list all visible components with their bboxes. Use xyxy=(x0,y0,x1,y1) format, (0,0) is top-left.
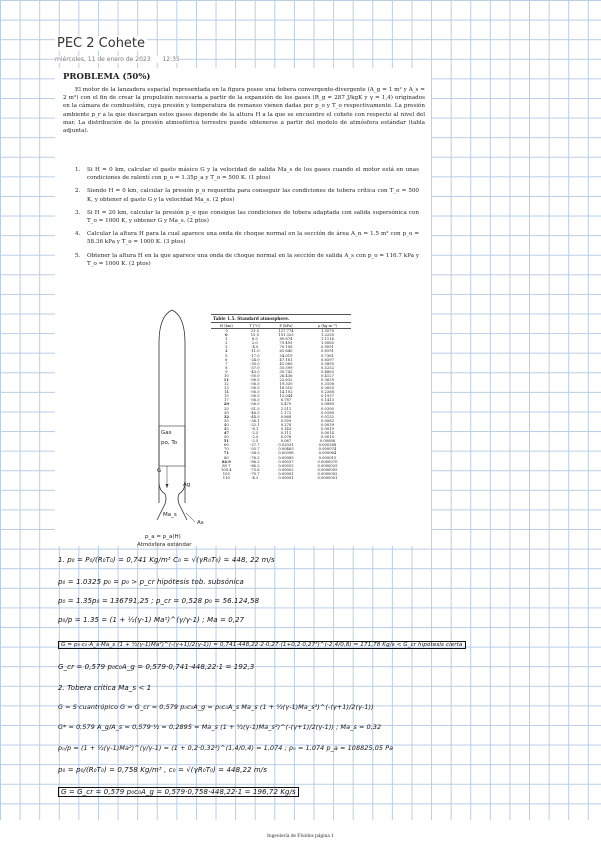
table-cell: 25 xyxy=(223,406,229,411)
table-cell: 0.2268 xyxy=(321,390,334,395)
question-number: 4. xyxy=(75,231,81,238)
handwritten-boxed-result: G = p₀·c₀·A_s·Ma_s (1 + ½(γ-1)Ma²)^(-(γ+1)/2(γ-1)) = 0,741·448,22·2·0,27·(1+0,2·0,27²)^(-2,4/0,8) = 171,78 Kg/s < G_cr hipótesis cierta xyxy=(58,641,466,649)
table-cell: -17.5 xyxy=(250,353,260,358)
table-cell: 0.00086 xyxy=(319,439,336,444)
page-title: PEC 2 Cohete xyxy=(57,36,146,51)
table-cell: 0.00002 xyxy=(278,467,294,472)
table-cell: 89.7 xyxy=(222,463,231,468)
table-cell: 13 xyxy=(223,386,229,391)
table-cell: 40 xyxy=(223,422,229,427)
table-cell: 0.067 xyxy=(280,439,292,444)
table-cell: 0.1413 xyxy=(321,398,334,403)
table-cell: 100.4 xyxy=(221,467,232,472)
table-cell: -56.5 xyxy=(250,394,260,399)
table-cell: 0.5895 xyxy=(321,361,334,366)
table-cell: 0.0000002 xyxy=(317,471,338,476)
handwritten-line: G = S·cuantrópico G = G_cr = 0,579 p₀c₀A_g = p₀c₀A_s Ma_s (1 + ½(γ-1)Ma_s²)^(-(γ+1)/2(γ-1)) xyxy=(58,703,374,711)
table-cell: 8 xyxy=(225,365,228,370)
table-cell: 0.000015 xyxy=(318,455,337,460)
handwritten-line: p₀ = p₀/(R₀T₀) = 0,758 Kg/m³ , c₀ = √(γR₀T₀) = 448,22 m/s xyxy=(58,766,268,774)
table-cell: -37.0 xyxy=(250,365,260,370)
problem-statement-image xyxy=(55,68,431,546)
table-cell: 17 xyxy=(223,398,229,403)
table-cell: 1.1116 xyxy=(321,337,334,342)
table-cell: 0.6597 xyxy=(321,357,334,362)
table-cell: 47.181 xyxy=(279,357,293,362)
handwritten-section-heading: 2. Tobera crítica Ma_s < 1 xyxy=(58,684,152,692)
table-cell: 8.5 xyxy=(251,337,258,342)
table-cell: 47 xyxy=(223,431,229,436)
table-cell: -44.5 xyxy=(250,414,260,419)
table-cell: -22.1 xyxy=(250,422,260,427)
question-number: 5. xyxy=(75,252,81,259)
question-text: Si H = 20 km, calcular la presión p_o que consigue las condiciones de tobera adaptada con salida supersónica con T_o = 1000 K, y obtener G y Ma_s. (2 ptos) xyxy=(87,209,419,225)
table-cell: -56.5 xyxy=(250,382,260,387)
handwritten-line: p₀/p = (1 + ½(γ-1)Ma²)^(γ/γ-1) = (1 + 0,2·0,32²)^(1,4/0,4) = 1,074 ; p₀ = 1,074 p_a = 108825,05 Pa xyxy=(58,744,394,752)
table-cell: 35 xyxy=(223,418,229,423)
table-cell: 0.0000070 xyxy=(317,459,338,464)
table-cell: 61.640 xyxy=(279,349,293,354)
table-cell: -43.5 xyxy=(250,369,260,374)
handwritten-line: G* = 0,579 A_g/A_s = 0,579·½ = 0,2895 = Ma_s (1 + ½(γ-1)Ma_s²)^(-(γ+1)/2(γ-1)) ; Ma_s = 0,32 xyxy=(58,723,382,731)
throat-area-label: Ag xyxy=(183,482,191,488)
table-cell: -76.5 xyxy=(250,455,260,460)
table-cell: 30 xyxy=(223,410,229,415)
table-cell: 0.0014 xyxy=(321,431,334,436)
table-cell: 41.060 xyxy=(279,361,293,366)
table-cell: 54.019 xyxy=(279,353,293,358)
handwritten-line: p₀/p = 1.35 = (1 + ½(γ-1) Ma²)^(γ/γ-1) ; Ma = 0,27 xyxy=(58,616,245,624)
question-number: 3. xyxy=(75,209,81,216)
table-cell: -56.5 xyxy=(250,390,260,395)
table-cell: 0.3639 xyxy=(321,378,334,383)
table-cell: 0.4663 xyxy=(321,369,334,374)
page-footer: Ingeniería de Fluidos página 1 xyxy=(267,833,334,839)
problem-title: PROBLEMA (50%) xyxy=(63,72,151,82)
table-cell: 2.511 xyxy=(280,406,292,411)
table-cell: 0.1937 xyxy=(321,394,334,399)
table-cell: -55.7 xyxy=(250,447,260,452)
table-cell: -2.5 xyxy=(251,439,259,444)
question-item xyxy=(55,230,419,246)
table-header-cell: P (kPa) xyxy=(268,323,304,329)
question-item xyxy=(55,209,419,225)
table-cell: 50 xyxy=(223,435,229,440)
table-cell: 0.00001 xyxy=(278,471,294,476)
table-cell: -2.5 xyxy=(251,431,259,436)
table-cell: 15 xyxy=(223,394,229,399)
table-cell: 51 xyxy=(223,439,229,444)
handwritten-line: p₀ = 1.0325 p₀ = p₀ > p_cr hipótesis tob. subsónica xyxy=(58,578,244,586)
table-cell: -86.2 xyxy=(250,463,260,468)
table-header-cell: T (°C) xyxy=(242,323,268,329)
table-cell: 70 xyxy=(223,447,229,452)
question-text: Calcular la altura H para la cual aparece una onda de choque normal en la sección de área A_n = 1.5 m² con p_o = 58.36 kPa y T_o = 1000 K. (3 ptos) xyxy=(87,231,419,246)
table-cell: 8.787 xyxy=(280,398,292,403)
table-cell: 12 xyxy=(223,382,229,387)
table-cell: -4.5 xyxy=(251,345,259,350)
table-cell: 0.0000005 xyxy=(317,467,338,472)
table-cell: 1.5070 xyxy=(321,329,334,334)
table-cell: 2.0 xyxy=(251,341,258,346)
table-cell: 105 xyxy=(222,471,230,476)
handwritten-boxed-result: G = G_cr = 0,579 p₀c₀A_g = 0,579·0,758·448,22·1 = 196,72 Kg/s xyxy=(58,787,299,797)
table-cell: 0.868 xyxy=(280,414,292,419)
table-cell: -70.7 xyxy=(250,471,260,476)
handwritten-line: 1. p₀ = P₀/(R₀T₀) = 0,741 Kg/m³ C₀ = √(γR₀T₀) = 448, 22 m/s xyxy=(58,556,275,564)
question-text: Obtener la altura H en la que aparece una onda de choque normal en la sección de salida A_s con p_o = 116.7 kPa y T_o = 1000 K. (2 ptos) xyxy=(87,252,419,267)
table-cell: 1.0065 xyxy=(321,341,334,346)
rocket-figure xyxy=(137,308,207,538)
table-cell: 12.044 xyxy=(279,394,293,399)
table-cell: 1.172 xyxy=(280,410,292,415)
table-cell: 0.0395 xyxy=(321,406,334,411)
table-cell: 14 xyxy=(223,390,229,395)
table-cell: 19.330 xyxy=(279,382,293,387)
table-cell: 71 xyxy=(223,451,229,456)
table-cell: 79.495 xyxy=(279,341,293,346)
table-cell: 60 xyxy=(223,443,229,448)
table-cell: 70.108 xyxy=(279,345,293,350)
table-cell: 0.3108 xyxy=(321,382,334,387)
table-cell: -56.5 xyxy=(250,378,260,383)
table-cell: 0.0039 xyxy=(321,422,334,427)
table-cell: 7 xyxy=(225,361,228,366)
table-cell: 0.00015 xyxy=(278,463,294,468)
table-cell: 45 xyxy=(223,426,229,431)
table-cell: 5 xyxy=(225,353,228,358)
table-cell: -36.1 xyxy=(250,418,260,423)
rocket-body-outline xyxy=(159,310,185,503)
problem-intro: El motor de la lanzadera espacial representada en la figura posee una tobera convergente-divergente (A_g = 1 m² y A_s = 2 m²) con el fin de crear la propulsión necesaria a partir de la expansión de los gases (R_g = 287 J/kgK y γ = 1,4) originados en la cámara de combustión, cuya presión y temperatura de remanso vienen dadas por p_o y T_o respectivamente. La presión ambiente p_r a la que descargan estos gases depende de la altura H a la que se encuentre el cohete con respecto al nivel del mar. La distribución de la presión atmosférica terrestre puede obtenerse a partir del modelo de atmósfera estándar (tabla adjunta). xyxy=(63,87,425,135)
table-cell: -4.2 xyxy=(251,475,259,480)
table-cell: 6 xyxy=(225,357,228,362)
table-cell: 89.874 xyxy=(279,337,293,342)
table-cell: 0.8191 xyxy=(321,349,334,354)
question-list xyxy=(55,166,431,273)
gas-conditions-label: po, To xyxy=(161,440,178,446)
table-cell: 1.2250 xyxy=(321,333,334,338)
atmosphere-data-table xyxy=(211,323,351,480)
table-cell: 0.278 xyxy=(280,422,292,427)
table-cell: 2 xyxy=(225,341,228,346)
table-cell: 0.5252 xyxy=(321,365,334,370)
table-body xyxy=(211,329,351,480)
table-cell: -11.0 xyxy=(250,349,260,354)
table-cell: 35.599 xyxy=(279,365,293,370)
table-cell: 101.325 xyxy=(278,333,294,338)
table-cell: 0.7361 xyxy=(321,353,334,358)
table-cell: 0.00037 xyxy=(278,459,294,464)
table-cell: -56.5 xyxy=(250,398,260,403)
table-cell: -24.0 xyxy=(250,357,260,362)
table-cell: -2 xyxy=(224,329,229,334)
question-number: 2. xyxy=(75,188,81,195)
table-cell: -30.5 xyxy=(250,361,260,366)
table-cell: 22.632 xyxy=(279,378,293,383)
table-cell: -46.5 xyxy=(250,410,260,415)
question-item xyxy=(55,252,419,268)
table-cell: 0.0000029 xyxy=(317,463,338,468)
table-cell: 32 xyxy=(223,414,229,419)
table-cell: 110 xyxy=(222,475,230,480)
standard-atmosphere-table xyxy=(211,314,351,535)
table-cell: 0 xyxy=(225,333,228,338)
handwritten-line: p₀ = 1.35p₀ = 136791,25 ; p_cr = 0,528 p₀ = 56.124,58 xyxy=(58,597,260,605)
table-cell: 10 xyxy=(223,373,229,378)
table-cell: -50.0 xyxy=(250,373,260,378)
table-cell: -86.2 xyxy=(250,459,260,464)
table-cell: 0.4127 xyxy=(321,373,334,378)
table-cell: 0.0010 xyxy=(321,435,334,440)
table-cell: 0.00463 xyxy=(278,447,294,452)
table-cell: 0.0019 xyxy=(321,426,334,431)
table-cell: 0.9091 xyxy=(321,345,334,350)
table-cell: 0.076 xyxy=(280,435,292,440)
table-cell: 0.0082 xyxy=(321,418,334,423)
table-cell: 0.00001 xyxy=(278,475,294,480)
question-text: Siendo H = 0 km, calcular la presión p_o requerida para conseguir las condiciones de tobera crítica con T_o = 500 K, y obtener el gasto G y la velocidad Ma_s. (2 ptos) xyxy=(87,188,419,203)
table-cell: 5.475 xyxy=(280,402,292,407)
table-cell: 0.559 xyxy=(280,418,292,423)
question-item xyxy=(55,166,419,182)
table-cell: -56.5 xyxy=(250,402,260,407)
table-header-cell: ρ (kg·m⁻³) xyxy=(304,323,351,329)
table-caption: Table 1.5. Standard atmosphere. xyxy=(211,315,351,323)
table-cell: 0.00396 xyxy=(278,451,294,456)
table-cell: 26.436 xyxy=(279,373,293,378)
table-cell: 3 xyxy=(225,345,228,350)
table-cell: 0.0180 xyxy=(321,410,334,415)
exit-mach-label: Ma_s xyxy=(163,512,177,518)
table-cell: 0.0132 xyxy=(321,414,334,419)
table-cell: 0.0000001 xyxy=(317,475,338,480)
table-cell: 9 xyxy=(225,369,228,374)
table-cell: 11 xyxy=(223,378,229,383)
table-cell: 0.111 xyxy=(280,431,292,436)
page-time: 12:35 xyxy=(162,56,180,63)
atmosphere-caption: Atmósfera estándar xyxy=(137,542,192,548)
table-cell: 0.143 xyxy=(280,426,292,431)
table-cell: 0.02031 xyxy=(278,443,294,448)
table-cell: 0.2655 xyxy=(321,386,334,391)
table-cell: 14.102 xyxy=(279,390,293,395)
exit-area-label: As xyxy=(197,520,204,526)
question-item xyxy=(55,187,419,203)
table-cell: -51.5 xyxy=(250,406,260,411)
table-cell: -27.7 xyxy=(250,443,260,448)
table-cell: 80 xyxy=(223,455,229,460)
table-row xyxy=(211,476,351,480)
gas-label: Gas xyxy=(161,430,172,436)
table-cell: 21.5 xyxy=(250,329,259,334)
table-cell: -73.6 xyxy=(250,467,260,472)
table-cell: -8.1 xyxy=(251,426,259,431)
table-cell: -58.5 xyxy=(250,451,260,456)
ambient-pressure-label: p_a = p_a(H) xyxy=(145,534,181,540)
table-cell: 0.000074 xyxy=(318,447,337,452)
table-cell: 84.9 xyxy=(221,459,231,464)
table-cell: -2.5 xyxy=(251,435,259,440)
page-timestamp xyxy=(55,56,180,63)
table-cell: 20 xyxy=(223,402,229,407)
table-header-cell: H (km) xyxy=(211,323,242,329)
mass-flow-label: G xyxy=(157,468,162,474)
table-cell: -56.5 xyxy=(250,386,260,391)
page-date: miércoles, 11 de enero de 2023 xyxy=(55,56,151,63)
table-cell: 30.742 xyxy=(279,369,293,374)
table-cell: 0.00089 xyxy=(278,455,294,460)
question-number: 1. xyxy=(75,167,81,173)
table-cell: 4 xyxy=(225,349,228,354)
table-cell: 0.0880 xyxy=(321,402,334,407)
table-cell: 0.000064 xyxy=(318,451,337,456)
question-text: Si H = 0 km, calcular el gasto másico G y la velocidad de salida Ma_s de los gases cuando el motor está en unas condiciones de ralentí con p_o = 1.35p_a y T_o = 500 K. (1 ptos) xyxy=(87,167,419,182)
table-cell: 127.774 xyxy=(278,329,294,334)
table-cell: 0.000288 xyxy=(318,443,337,448)
table-cell: 15.0 xyxy=(250,333,259,338)
table-cell: 1 xyxy=(225,337,228,342)
handwritten-line: G_cr = 0,579 p₀c₀A_g = 0,579·0,741·448,22·1 = 192,3 xyxy=(58,663,255,671)
table-cell: 16.510 xyxy=(279,386,293,391)
